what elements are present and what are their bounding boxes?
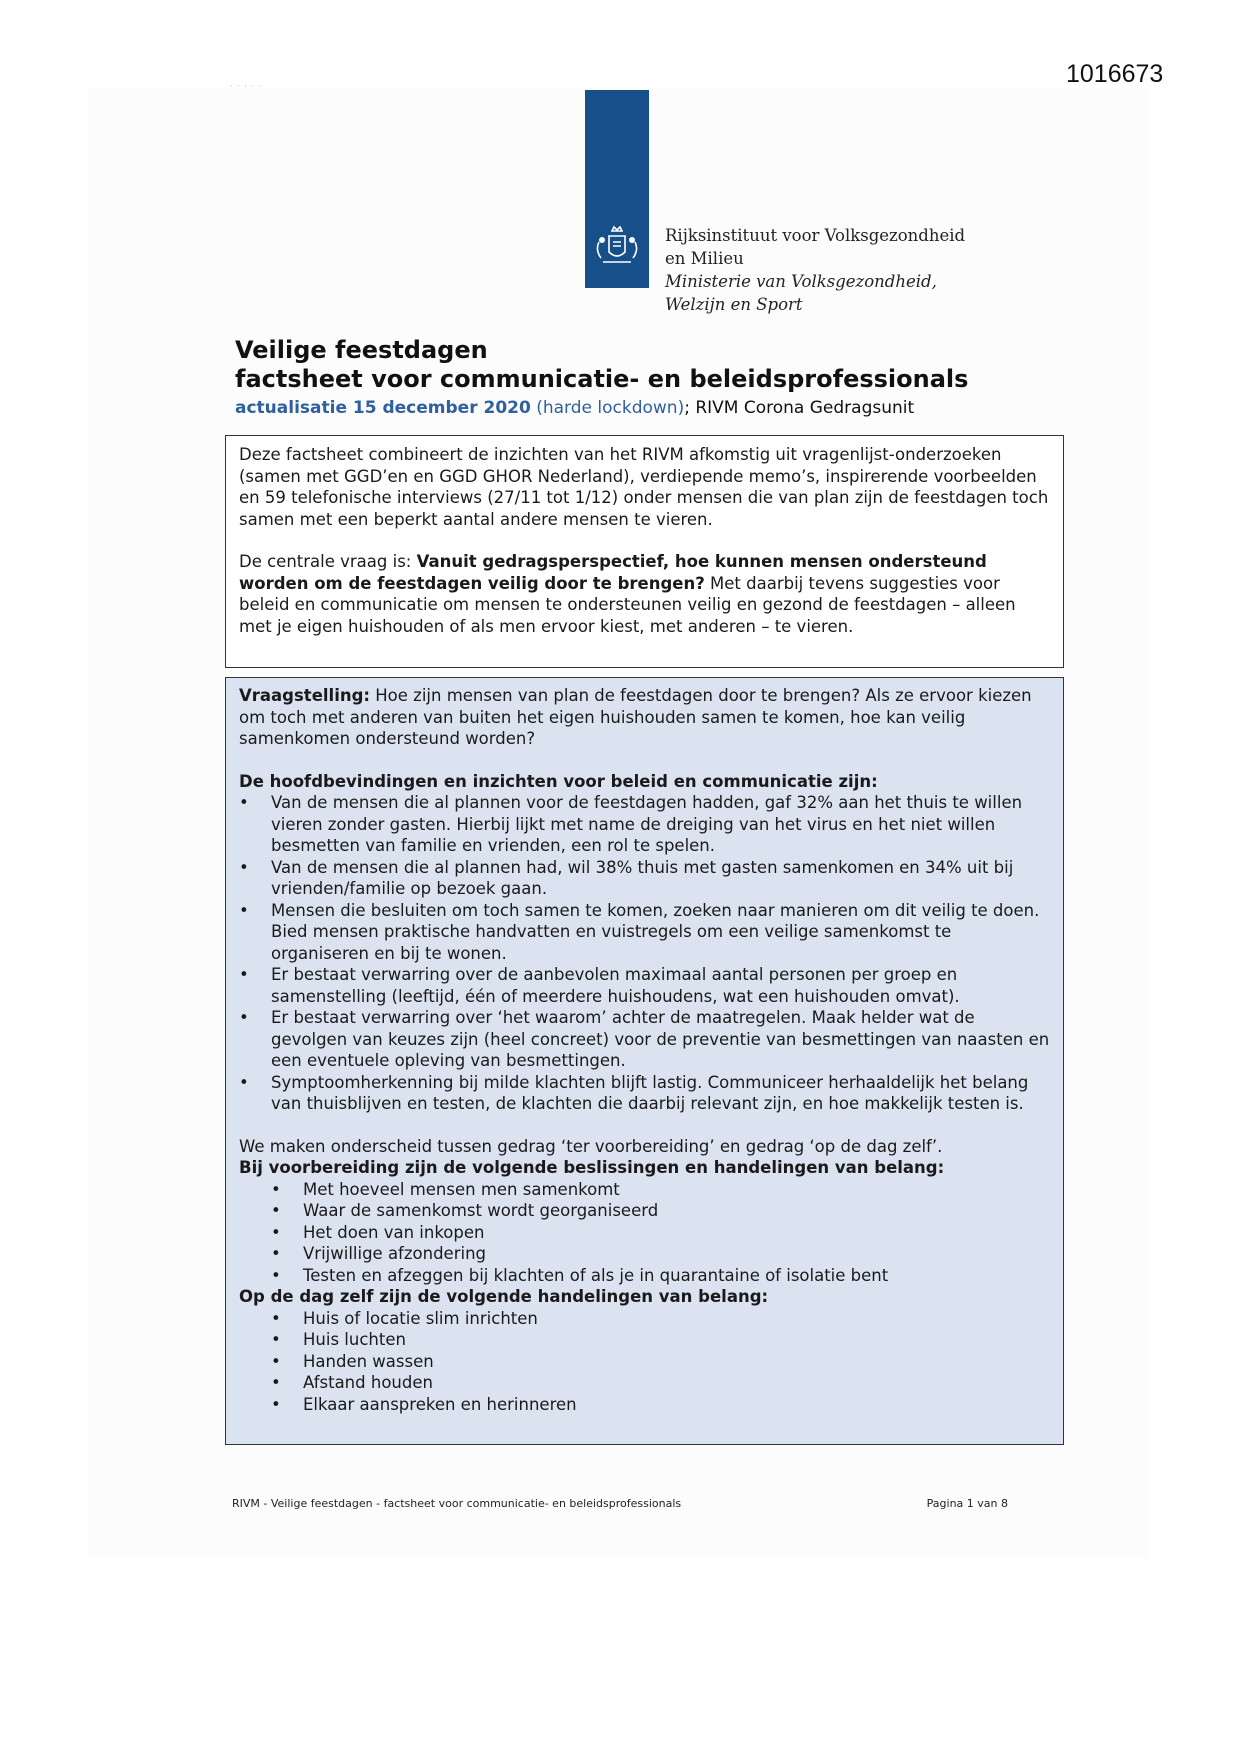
coat-of-arms-icon [589, 218, 645, 274]
ministry-line-1: Ministerie van Volksgezondheid, [665, 272, 937, 291]
scan-artifact: · · · · · [230, 82, 262, 91]
central-question-rest: Met daarbij tevens suggesties voor beleid en communicatie om mensen te ondersteunen veilig en gezond de feestdagen – alleen met je eigen huishouden of als men ervoor kiest, met anderen – te vieren. [239, 573, 1016, 636]
list-item: • Testen en afzeggen bij klachten of als je in quarantaine of isolatie bent [239, 1265, 1053, 1287]
list-item: • Waar de samenkomst wordt georganiseerd [239, 1200, 1053, 1222]
list-item: • Huis luchten [239, 1329, 1053, 1351]
list-item: • Van de mensen die al plannen had, wil 38% thuis met gasten samenkomen en 34% uit bij vrienden/familie op bezoek gaan. [239, 857, 1053, 900]
preparation-list [239, 1179, 1053, 1287]
central-question-prefix: De centrale vraag is: [239, 552, 417, 571]
list-item: • Mensen die besluiten om toch samen te komen, zoeken naar manieren om dit veilig te doen. Bied mensen praktische handvatten en vuistregels om een veilige samenkomst te organiseren en bij te wonen. [239, 900, 1053, 965]
list-item: • Afstand houden [239, 1372, 1053, 1394]
document-id: 1016673 [1066, 60, 1164, 88]
distinction-paragraph: We maken onderscheid tussen gedrag ‘ter voorbereiding’ en gedrag ‘op de dag zelf’. [239, 1136, 943, 1156]
list-item: • Elkaar aanspreken en herinneren [239, 1394, 1053, 1416]
day-list [239, 1308, 1053, 1416]
findings-heading: De hoofdbevindingen en inzichten voor beleid en communicatie zijn: [239, 771, 878, 791]
page-title: Veilige feestdagen [235, 336, 488, 364]
list-item: • Huis of locatie slim inrichten [239, 1308, 1053, 1330]
list-item: • Met hoeveel mensen men samenkomt [239, 1179, 1053, 1201]
update-date: actualisatie 15 december 2020 [235, 398, 531, 418]
organization-name [665, 224, 965, 316]
question-label: Vraagstelling: [239, 686, 371, 705]
list-item: • Het doen van inkopen [239, 1222, 1053, 1244]
central-question-bold: Vanuit gedragsperspectief, hoe kunnen mensen ondersteund worden om de feestdagen veilig door te brengen? [239, 552, 987, 593]
list-item: • Handen wassen [239, 1351, 1053, 1373]
intro-box [225, 435, 1064, 668]
list-item: • Er bestaat verwarring over de aanbevolen maximaal aantal personen per groep en samenstelling (leeftijd, één of meerdere huishoudens, wat een huishouden omvat). [239, 964, 1053, 1007]
summary-box [225, 677, 1064, 1445]
page-subtitle: factsheet voor communicatie- en beleidsprofessionals [235, 365, 969, 393]
list-item: • Van de mensen die al plannen voor de feestdagen hadden, gaf 32% aan het thuis te willen vieren zonder gasten. Hierbij lijkt met name de dreiging van het virus en het niet willen besmetten van familie en vrienden, een rol te spelen. [239, 792, 1053, 857]
footer-title: RIVM - Veilige feestdagen - factsheet voor communicatie- en beleidsprofessionals [232, 1497, 682, 1510]
central-question [239, 551, 1053, 637]
question-paragraph [239, 685, 1053, 750]
list-item: • Er bestaat verwarring over ‘het waarom’ achter de maatregelen. Maak helder wat de gevolgen van keuzes zijn (heel concreet) voor de preventie van besmettingen van naasten en een eventuele opleving van besmettingen. [239, 1007, 1053, 1072]
preparation-heading: Bij voorbereiding zijn de volgende beslissingen en handelingen van belang: [239, 1158, 945, 1177]
update-line [235, 396, 968, 420]
list-item: • Vrijwillige afzondering [239, 1243, 1053, 1265]
org-line-1: Rijksinstituut voor Volksgezondheid [665, 226, 966, 245]
org-line-2: en Milieu [665, 249, 744, 268]
update-note: (harde lockdown) [530, 398, 685, 418]
ministry-line-2: Welzijn en Sport [665, 295, 803, 314]
intro-paragraph: Deze factsheet combineert de inzichten van het RIVM afkomstig uit vragenlijst-onderzoeken (samen met GGD’en en GGD GHOR Nederland), verdiepende memo’s, inspirerende voorbeelden en 59 telefonische interviews (27/11 tot 1/12) onder mensen die van plan zijn de feestdagen toch samen met een beperkt aantal andere mensen te vieren. [239, 445, 1049, 529]
question-text: Hoe zijn mensen van plan de feestdagen door te brengen? Als ze ervoor kiezen om toch met anderen van buiten het eigen huishouden samen te komen, hoe kan veilig samenkomen ondersteund worden? [239, 686, 1032, 748]
title-block [235, 336, 968, 420]
day-heading: Op de dag zelf zijn de volgende handelingen van belang: [239, 1287, 769, 1306]
update-source: ; RIVM Corona Gedragsunit [684, 398, 915, 418]
findings-list [239, 792, 1053, 1115]
page-footer [232, 1497, 1008, 1510]
list-item: • Symptoomherkenning bij milde klachten blijft lastig. Communiceer herhaaldelijk het belang van thuisblijven en testen, de klachten die daarbij relevant zijn, en hoe makkelijk testen is. [239, 1072, 1053, 1115]
page-number: Pagina 1 van 8 [926, 1497, 1008, 1510]
